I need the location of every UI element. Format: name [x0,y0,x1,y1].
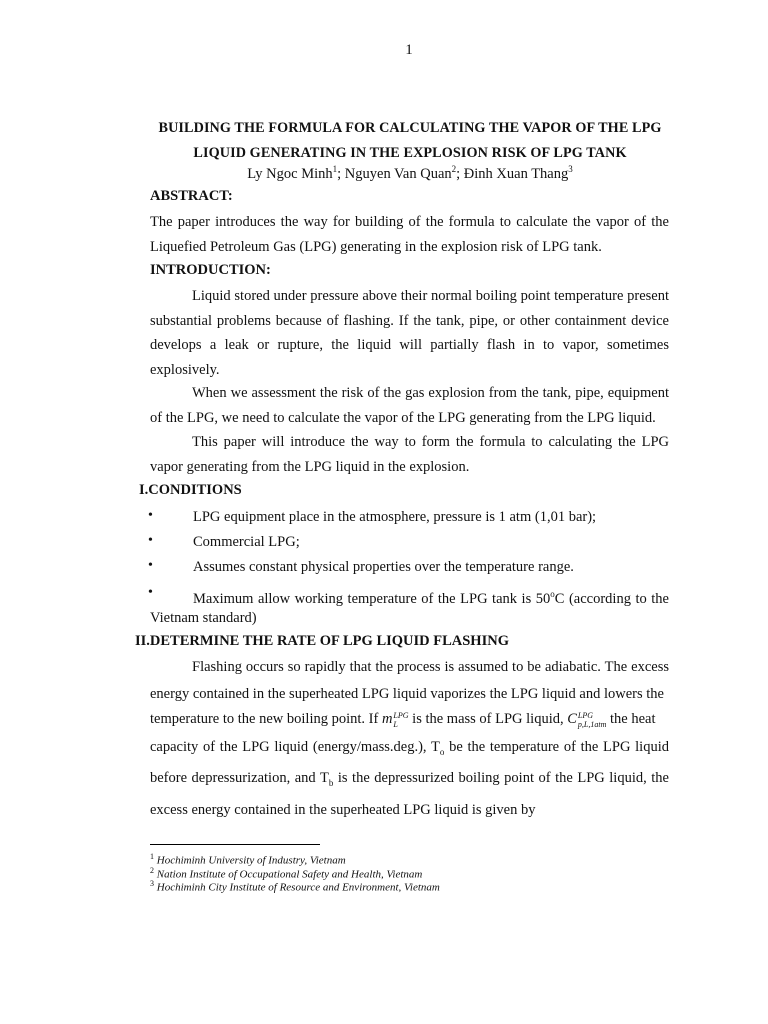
s2-p2-c: is the depressurized boiling point of the LPG liquid, the excess energy contained in the superheated LPG liquid is given by [150,770,669,818]
condition-item-3: Assumes constant physical properties over the temperature range. [193,559,574,575]
bullet-4-icon: • [148,585,153,600]
bullet-1-icon: • [148,508,153,523]
paper-title [150,116,670,166]
s2-l3-a: temperature to the new boiling point. If [150,711,382,727]
footnote-2-mark: 2 [150,866,154,875]
footnote-3 [150,877,440,895]
intro-paragraph-1 [150,284,669,382]
intro-paragraph-2 [150,381,669,430]
condition-item-1: LPG equipment place in the atmosphere, pressure is 1 atm (1,01 bar); [193,509,597,525]
cond4-pre: Maximum allow working temperature of the LPG tank is 50 [193,590,551,607]
footnote-3-mark: 3 [150,879,154,888]
section-2-heading: II.DETERMINE THE RATE OF LPG LIQUID FLASHING [135,633,509,649]
introduction-heading: INTRODUCTION: [150,262,271,278]
author-1: Ly Ngoc Minh [247,165,333,182]
s2-p2-b: be the temperature of the LPG liquid before depressurization, and T [150,739,669,787]
cond4-post: C (according to the [554,590,669,607]
t-b-sub: b [328,778,334,789]
s2-l3-c: the heat [606,711,656,727]
heat-capacity-scripts [578,711,606,729]
abstract-heading: ABSTRACT: [150,188,233,204]
footnote-1-mark: 1 [150,852,154,861]
author-1-affil: 1 [332,164,338,174]
cap-sup: LPG [577,710,594,720]
intro-p1-text: Liquid stored under pressure above their normal boiling point temperature present substantial problems because of flashing. If the tank, pipe, or other containment device develops a leak or rupture, the liquid will partially flash in to vapor, sometimes explosively. [150,288,669,378]
t-o-sub: o [439,746,445,757]
mass-symbol: m [381,711,393,727]
cap-sub: p,L,1atm [577,719,607,729]
author-2-affil: 2 [451,164,457,174]
section-2-paragraph-1 [150,654,669,707]
footnote-3-text: Hochiminh City Institute of Resource and Environment, Vietnam [156,881,440,894]
s2-p1-text: Flashing occurs so rapidly that the process is assumed to be adiabatic. The excess energy contained in the superheated LPG liquid vaporizes the LPG liquid and lowers the [150,659,669,702]
bullet-2-icon: • [148,533,153,548]
page-number: 1 [405,42,413,58]
conditions-heading: I.CONDITIONS [139,482,242,498]
footnote-1-text: Hochiminh University of Industry, Vietnam [156,854,346,867]
mass-sup: LPG [393,710,409,720]
degree-symbol: o [550,589,555,599]
title-line-1: BUILDING THE FORMULA FOR CALCULATING THE VAPOR OF THE LPG [158,120,662,136]
intro-p2-text: When we assessment the risk of the gas explosion from the tank, pipe, equipment of the LPG, we need to calculate the vapor of the LPG generating from the LPG liquid. [150,385,669,426]
section-2-math-line [150,706,669,733]
bullet-3-icon: • [148,558,153,573]
intro-p3-text: This paper will introduce the way to form the formula to calculating the LPG vapor generating from the LPG liquid in the explosion. [150,434,669,475]
heat-capacity-symbol: C [567,711,577,727]
condition-item-4-cont: Vietnam standard) [150,610,257,626]
author-list: Ly Ngoc Minh$^1$; Nguyen Van Quan$^2$; Đinh Xuan Thang$^3$ [247,164,573,182]
intro-paragraph-3 [150,430,669,479]
mass-sub: L [393,719,398,729]
section-2-paragraph-2 [150,734,669,823]
footnote-divider [150,844,320,845]
s2-p2-a: capacity of the LPG liquid (energy/mass.deg.), T [150,739,440,755]
title-line-2: LIQUID GENERATING IN THE EXPLOSION RISK OF LPG TANK [193,145,627,161]
mass-scripts [393,711,408,729]
author-2: Nguyen Van Quan [344,165,452,182]
footnote-2-text: Nation Institute of Occupational Safety and Health, Vietnam [156,868,423,881]
condition-item-2: Commercial LPG; [193,534,300,550]
author-3-affil: 3 [568,164,573,174]
s2-l3-b: is the mass of LPG liquid, [408,711,568,727]
author-3: Đinh Xuan Thang [463,165,569,182]
abstract-text: The paper introduces the way for building of the formula to calculate the vapor of the Liquefied Petroleum Gas (LPG) generating in the explosion risk of LPG tank. [150,214,669,255]
